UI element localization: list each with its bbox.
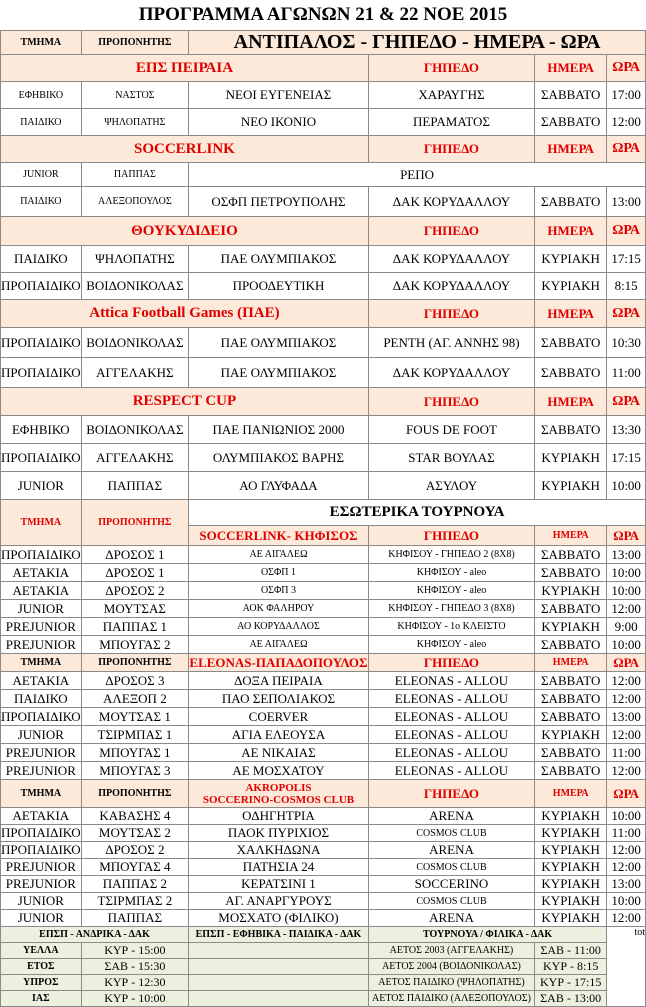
- footer-when: ΚΥΡ - 12:30: [81, 975, 188, 991]
- opponent-cell: ΟΔΗΓΗΤΡΙΑ: [189, 808, 369, 825]
- table-row: [1, 636, 646, 654]
- tmima-cell: ΠΡΟΠΑΙΔΙΚΟ: [1, 358, 82, 388]
- section-title: RESPECT CUP: [1, 388, 369, 416]
- footer-tour-team: ΑΕΤΟΣ 2004 (ΒΟΙΔΟΝΙΚΟΛΑΣ): [368, 959, 534, 975]
- day-cell: ΣΑΒΒΑΤΟ: [535, 187, 607, 217]
- opponent-cell: ΟΛΥΜΠΙΑΚΟΣ ΒΑΡΗΣ: [189, 444, 369, 472]
- ground-label: ΓΗΠΕΔΟ: [368, 300, 534, 328]
- tmima-cell: ΠΡΟΠΑΙΔΙΚΟ: [1, 825, 81, 840]
- day-cell: ΣΑΒΒΑΤΟ: [535, 546, 607, 564]
- tmima-cell: PREJUNIOR: [1, 762, 82, 780]
- ground-label: ΓΗΠΕΔΟ: [368, 217, 534, 246]
- table-row: [1, 708, 646, 726]
- ground-cell: ΚΗΦΙΣΟΥ - ΓΗΠΕΔΟ 3 (8Χ8): [368, 600, 534, 618]
- day-cell: ΚΥΡΙΑΚΗ: [535, 582, 607, 600]
- tmima-cell: JUNIOR: [1, 600, 82, 618]
- day-label: ΗΜΕΡΑ: [535, 780, 607, 808]
- ground-cell: SOCCERINO: [368, 876, 534, 893]
- opponent-cell: ΑΟ ΚΟΡΥΔΑΛΛΟΣ: [189, 618, 369, 636]
- coach-cell: ΜΟΥΤΣΑΣ: [81, 600, 188, 618]
- opponent-cell: ΜΟΣΧΑΤΟ (ΦΙΛΙΚΟ): [189, 910, 369, 927]
- day-cell: ΚΥΡΙΑΚΗ: [535, 825, 607, 842]
- ground-cell: ARENA: [368, 808, 534, 825]
- coach-cell: ΠΑΠΠΑΣ: [81, 910, 188, 927]
- coach-cell: ΔΡΟΣΟΣ 3: [81, 672, 188, 690]
- table-row: [1, 726, 646, 744]
- ground-cell: FOUS DE FOOT: [368, 416, 534, 444]
- footer-team: ΙΑΣ: [1, 991, 82, 1007]
- footer-row: [1, 975, 646, 991]
- footer-row: [1, 991, 646, 1007]
- opponent-cell: ΠΑΟΚ ΠΥΡΙΧΙΟΣ: [189, 825, 369, 842]
- ground-cell: ΚΗΦΙΣΟΥ - aleo: [368, 582, 534, 600]
- table-row: [1, 328, 646, 358]
- footer-team: ΥΠΡΟΣ: [1, 975, 82, 991]
- time-label: ΩΡΑ: [607, 526, 646, 546]
- tmima-cell: PREJUNIOR: [1, 876, 82, 893]
- col-header-tmima: ΤΜΗΜΑ: [1, 654, 82, 672]
- footer-heading-1: ΕΠΣΠ - ΑΝΔΡΙΚΑ - ΔΑΚ: [1, 927, 189, 943]
- ground-label: ΓΗΠΕΔΟ: [368, 526, 534, 546]
- time-cell: 10:00: [607, 636, 646, 654]
- footer-heading-3: ΤΟΥΡΝΟΥΑ / ΦΙΛΙΚΑ - ΔΑΚ: [368, 927, 606, 943]
- table-row: [1, 187, 646, 217]
- tmima-cell: ΠΑΙΔΙΚΟ: [1, 690, 82, 708]
- day-label: ΗΜΕΡΑ: [535, 136, 607, 163]
- footer-tour-team: ΑΕΤΟΣ 2003 (ΑΓΓΕΛΑΚΗΣ): [368, 943, 534, 959]
- day-cell: ΚΥΡΙΑΚΗ: [535, 910, 607, 927]
- footer-tour-when: ΚΥΡ - 8:15: [535, 959, 607, 975]
- table-row: [1, 672, 646, 690]
- ground-cell: ELEONAS - ALLOU: [368, 726, 534, 744]
- ground-label: ΓΗΠΕΔΟ: [368, 780, 534, 808]
- ground-label: ΓΗΠΕΔΟ: [368, 388, 534, 416]
- time-cell: 13:00: [607, 546, 646, 564]
- tmima-cell: ΕΦΗΒΙΚΟ: [1, 416, 82, 444]
- coach-cell: ΜΠΟΥΓΑΣ 1: [81, 744, 188, 762]
- tmima-cell: JUNIOR: [1, 726, 82, 744]
- opponent-cell: ΑΓ. ΑΝΑΡΓΥΡΟΥΣ: [189, 893, 369, 910]
- table-row: [1, 246, 646, 273]
- time-cell: 13:00: [607, 708, 646, 726]
- footer-row: [1, 943, 646, 959]
- tmima-cell: ΠΡΟΠΑΙΔΙΚΟ: [1, 546, 81, 562]
- opponent-cell: ΠΑΕ ΟΛΥΜΠΙΑΚΟΣ: [189, 328, 369, 358]
- day-cell: ΚΥΡΙΑΚΗ: [535, 618, 607, 636]
- group-title: ELEONAS-ΠΑΠΑΔΟΠΟΥΛΟΣ: [189, 654, 368, 670]
- ground-cell: ΧΑΡΑΥΓΗΣ: [368, 82, 534, 109]
- table-row: [1, 163, 646, 187]
- tmima-cell: JUNIOR: [1, 472, 82, 500]
- group-title-line1: AKROPOLIS: [245, 781, 312, 794]
- tmima-cell: PREJUNIOR: [1, 618, 82, 636]
- time-cell: 11:00: [607, 744, 646, 762]
- ground-cell: ΚΗΦΙΣΟΥ - aleo: [368, 564, 534, 582]
- page-title: ΠΡΟΓΡΑΜΜΑ ΑΓΩΝΩΝ 21 & 22 ΝΟΕ 2015: [138, 4, 508, 25]
- table-row: [1, 842, 646, 859]
- day-cell: ΣΑΒΒΑΤΟ: [535, 82, 607, 109]
- footer-when: ΚΥΡ - 15:00: [81, 943, 188, 959]
- footer-empty: [189, 959, 369, 975]
- tmima-cell: ΕΦΗΒΙΚΟ: [1, 82, 82, 109]
- ground-cell: ELEONAS - ALLOU: [368, 708, 534, 726]
- opponent-cell: ΠΑΕ ΟΛΥΜΠΙΑΚΟΣ: [189, 246, 369, 273]
- time-cell: 11:00: [607, 825, 646, 842]
- ground-cell: COSMOS CLUB: [368, 859, 534, 876]
- table-row: [1, 859, 646, 876]
- footer-team: ΕΤΟΣ: [1, 959, 82, 975]
- coach-cell: ΑΛΕΞΟΠ 2: [81, 690, 188, 708]
- day-cell: ΚΥΡΙΑΚΗ: [535, 472, 607, 500]
- opponent-cell: ΠΡΟΟΔΕΥΤΙΚΗ: [189, 273, 369, 300]
- tmima-cell: ΠΑΙΔΙΚΟ: [1, 187, 82, 217]
- footer-team: ΥΕΛΛΑ: [1, 943, 82, 959]
- time-cell: 12:00: [607, 726, 646, 744]
- tmima-cell: JUNIOR: [1, 910, 82, 927]
- tmima-cell: ΑΕΤΑΚΙΑ: [1, 564, 82, 582]
- opponent-cell: ΑΕ ΜΟΣΧΑΤΟΥ: [189, 762, 369, 780]
- time-cell: 17:00: [607, 82, 646, 109]
- footer-tour-team: ΑΕΤΟΣ ΠΑΙΔΙΚΟ (ΑΛΕΞΟΠΟΥΛΟΣ): [368, 991, 534, 1007]
- day-cell: ΣΑΒΒΑΤΟ: [535, 672, 607, 690]
- opponent-cell: ΠΑΕ ΠΑΝΙΩΝΙΟΣ 2000: [189, 416, 369, 444]
- day-cell: ΚΥΡΙΑΚΗ: [535, 808, 607, 825]
- table-row: [1, 618, 646, 636]
- group-title: SOCCERLINK- ΚΗΦΙΣΟΣ: [189, 526, 369, 546]
- day-cell: ΣΑΒΒΑΤΟ: [535, 328, 607, 358]
- ground-cell: COSMOS CLUB: [368, 825, 534, 842]
- opponent-cell: COERVER: [189, 708, 369, 726]
- footer-heading-2: ΕΠΣΠ - ΕΦΗΒΙΚΑ - ΠΑΙΔΙΚΑ - ΔΑΚ: [189, 927, 369, 943]
- coach-cell: ΒΟΙΔΟΝΙΚΟΛΑΣ: [81, 416, 188, 444]
- day-cell: ΚΥΡΙΑΚΗ: [535, 246, 607, 273]
- time-cell: 12:00: [607, 842, 646, 859]
- col-header-tmima: ΤΜΗΜΑ: [1, 31, 82, 55]
- section-title: SOCCERLINK: [1, 136, 369, 163]
- ground-cell: ΡΕΝΤΗ (ΑΓ. ΑΝΝΗΣ 98): [368, 328, 534, 358]
- footer-empty: [189, 943, 369, 959]
- ground-cell: ΔΑΚ ΚΟΡΥΔΑΛΛΟΥ: [368, 273, 534, 300]
- coach-cell: ΨΗΛΟΠΑΤΗΣ: [81, 246, 188, 273]
- coach-cell: ΝΑΣΤΟΣ: [81, 82, 188, 109]
- day-cell: ΚΥΡΙΑΚΗ: [535, 842, 607, 859]
- opponent-cell: ΑΕ ΝΙΚΑΙΑΣ: [189, 744, 369, 762]
- table-row: [1, 910, 646, 927]
- time-cell: 10:00: [607, 472, 646, 500]
- time-label: ΩΡΑ: [607, 300, 646, 328]
- footer-row: [1, 959, 646, 975]
- section-header: [1, 388, 646, 416]
- coach-cell: ΜΟΥΤΣΑΣ 1: [81, 708, 188, 726]
- footer-tour-team: ΑΕΤΟΣ ΠΑΙΔΙΚΟ (ΨΗΛΟΠΑΤΗΣ): [368, 975, 534, 991]
- opponent-cell: ΚΕΡΑΤΣΙΝΙ 1: [189, 876, 369, 893]
- section-title: ΘΟΥΚΥΔΙΔΕΙΟ: [1, 217, 369, 246]
- coach-cell: ΜΠΟΥΓΑΣ 4: [81, 859, 188, 876]
- coach-cell: ΔΡΟΣΟΣ 2: [81, 842, 188, 859]
- footer-empty: [189, 991, 369, 1007]
- opponent-cell: ΑΕ ΑΙΓΑΛΕΩ: [189, 546, 369, 564]
- coach-cell: ΜΠΟΥΓΑΣ 2: [81, 636, 188, 654]
- time-label: ΩΡΑ: [607, 654, 646, 672]
- ground-cell: ΑΣΥΛΟΥ: [368, 472, 534, 500]
- table-row: [1, 82, 646, 109]
- opponent-cell: ΠΑΤΗΣΙΑ 24: [189, 859, 369, 876]
- schedule-table: [0, 30, 646, 1007]
- coach-cell: ΠΑΠΠΑΣ: [81, 472, 188, 500]
- col-header-main: ΑΝΤΙΠΑΛΟΣ - ΓΗΠΕΔΟ - ΗΜΕΡΑ - ΩΡΑ: [189, 31, 646, 55]
- coach-cell: ΜΟΥΤΣΑΣ 2: [81, 825, 188, 842]
- coach-cell: ΑΓΓΕΛΑΚΗΣ: [81, 358, 188, 388]
- day-cell: ΚΥΡΙΑΚΗ: [535, 859, 607, 876]
- opponent-cell: ΑΟΚ ΦΑΛΗΡΟΥ: [189, 600, 369, 618]
- tmima-cell: JUNIOR: [1, 163, 82, 187]
- opponent-cell: ΠΑΕ ΟΛΥΜΠΙΑΚΟΣ: [189, 358, 369, 388]
- time-cell: 10:00: [607, 564, 646, 582]
- day-cell: ΣΑΒΒΑΤΟ: [535, 744, 607, 762]
- ground-label: ΓΗΠΕΔΟ: [368, 654, 534, 672]
- time-cell: 13:00: [607, 187, 646, 217]
- time-cell: 8:15: [607, 273, 646, 300]
- section-header: [1, 136, 646, 163]
- coach-cell: ΠΑΠΠΑΣ: [81, 163, 188, 187]
- tmima-cell: ΑΕΤΑΚΙΑ: [1, 582, 82, 600]
- ground-cell: ELEONAS - ALLOU: [368, 690, 534, 708]
- tmima-cell: ΠΡΟΠΑΙΔΙΚΟ: [1, 444, 82, 472]
- tmima-cell: ΠΡΟΠΑΙΔΙΚΟ: [1, 708, 81, 724]
- footer-when: ΣΑΒ - 15:30: [81, 959, 188, 975]
- time-cell: 12:00: [607, 672, 646, 690]
- day-cell: ΣΑΒΒΑΤΟ: [535, 416, 607, 444]
- coach-cell: ΤΣΙΡΜΠΑΣ 2: [81, 893, 188, 910]
- opponent-cell: ΧΑΛΚΗΔΩΝΑ: [189, 842, 369, 859]
- day-cell: ΣΑΒΒΑΤΟ: [535, 636, 607, 654]
- ground-cell: ΔΑΚ ΚΟΡΥΔΑΛΛΟΥ: [368, 246, 534, 273]
- coach-cell: ΒΟΙΔΟΝΙΚΟΛΑΣ: [81, 328, 188, 358]
- day-cell: ΣΑΒΒΑΤΟ: [535, 600, 607, 618]
- footer-extra: tot: [607, 927, 646, 1007]
- table-row: [1, 109, 646, 136]
- day-label: ΗΜΕΡΑ: [535, 217, 607, 246]
- ground-cell: ΔΑΚ ΚΟΡΥΔΑΛΛΟΥ: [368, 358, 534, 388]
- opponent-cell: ΑΟ ΓΛΥΦΑΔΑ: [189, 472, 369, 500]
- footer-tour-when: ΣΑΒ - 13:00: [535, 991, 607, 1007]
- day-cell: ΣΑΒΒΑΤΟ: [535, 690, 607, 708]
- ground-label: ΓΗΠΕΔΟ: [368, 136, 534, 163]
- coach-cell: ΔΡΟΣΟΣ 1: [81, 564, 188, 582]
- tmima-cell: ΠΡΟΠΑΙΔΙΚΟ: [1, 328, 82, 358]
- table-row: [1, 600, 646, 618]
- day-cell: ΚΥΡΙΑΚΗ: [535, 444, 607, 472]
- ground-cell: ELEONAS - ALLOU: [368, 672, 534, 690]
- col-header-tmima: ΤΜΗΜΑ: [1, 500, 82, 546]
- tmima-cell: PREJUNIOR: [1, 744, 82, 762]
- table-row: [1, 358, 646, 388]
- table-row: [1, 444, 646, 472]
- time-cell: 13:30: [607, 416, 646, 444]
- ground-cell: ELEONAS - ALLOU: [368, 744, 534, 762]
- table-row: [1, 876, 646, 893]
- ground-cell: ΚΗΦΙΣΟΥ - ΓΗΠΕΔΟ 2 (8Χ8): [368, 546, 534, 564]
- day-cell: ΚΥΡΙΑΚΗ: [535, 876, 607, 893]
- tmima-cell: ΑΕΤΑΚΙΑ: [1, 808, 82, 825]
- group-header: [1, 654, 646, 672]
- time-cell: 10:00: [607, 893, 646, 910]
- table-row: [1, 825, 646, 842]
- col-header-coach: ΠΡΟΠΟΝΗΤΗΣ: [81, 780, 188, 808]
- time-cell: 12:00: [607, 910, 646, 927]
- tmima-cell: ΠΑΙΔΙΚΟ: [1, 109, 82, 136]
- footer-empty: [189, 975, 369, 991]
- col-header-coach: ΠΡΟΠΟΝΗΤΗΣ: [81, 31, 188, 55]
- tmima-cell: ΠΡΟΠΑΙΔΙΚΟ: [1, 273, 82, 300]
- col-header-tmima: ΤΜΗΜΑ: [1, 780, 82, 808]
- day-label: ΗΜΕΡΑ: [535, 654, 607, 672]
- ground-label: ΓΗΠΕΔΟ: [368, 55, 534, 82]
- time-cell: 17:15: [607, 246, 646, 273]
- footer-when: ΚΥΡ - 10:00: [81, 991, 188, 1007]
- time-cell: 12:00: [607, 600, 646, 618]
- time-label: ΩΡΑ: [607, 55, 646, 82]
- day-cell: ΣΑΒΒΑΤΟ: [535, 358, 607, 388]
- ground-cell: ELEONAS - ALLOU: [368, 762, 534, 780]
- coach-cell: ΨΗΛΟΠΑΤΗΣ: [81, 109, 188, 136]
- footer-tour-when: ΣΑΒ - 11:00: [535, 943, 607, 959]
- time-cell: 9:00: [607, 618, 646, 636]
- opponent-cell: ΠΑΟ ΣΕΠΟΛΙΑΚΟΣ: [189, 690, 369, 708]
- table-row: [1, 582, 646, 600]
- header-row: [1, 31, 646, 55]
- table-row: [1, 472, 646, 500]
- ground-cell: ARENA: [368, 842, 534, 859]
- coach-cell: ΑΓΓΕΛΑΚΗΣ: [81, 444, 188, 472]
- time-cell: 12:00: [607, 859, 646, 876]
- table-row: [1, 273, 646, 300]
- coach-cell: ΠΑΠΠΑΣ 1: [81, 618, 188, 636]
- time-label: ΩΡΑ: [607, 388, 646, 416]
- rest-cell: ΡΕΠΟ: [189, 163, 646, 187]
- section-title: ΕΠΣ ΠΕΙΡΑΙΑ: [1, 55, 369, 82]
- internal-title: ΕΣΩΤΕΡΙΚΑ ΤΟΥΡΝΟΥΑ: [189, 500, 646, 526]
- table-row: [1, 546, 646, 564]
- opponent-cell: ΑΕ ΑΙΓΑΛΕΩ: [189, 636, 369, 654]
- table-row: [1, 762, 646, 780]
- opponent-cell: ΔΟΞΑ ΠΕΙΡΑΙΑ: [189, 672, 369, 690]
- ground-cell: ΠΕΡΑΜΑΤΟΣ: [368, 109, 534, 136]
- coach-cell: ΚΑΒΑΣΗΣ 4: [81, 808, 188, 825]
- table-row: [1, 416, 646, 444]
- time-label: ΩΡΑ: [607, 136, 646, 163]
- ground-cell: STAR ΒΟΥΛΑΣ: [368, 444, 534, 472]
- time-cell: 17:15: [607, 444, 646, 472]
- coach-cell: ΔΡΟΣΟΣ 2: [81, 582, 188, 600]
- table-row: [1, 690, 646, 708]
- tmima-cell: JUNIOR: [1, 893, 82, 910]
- opponent-cell: ΟΣΦΠ ΠΕΤΡΟΥΠΟΛΗΣ: [189, 187, 369, 217]
- internal-header-row: [1, 500, 646, 526]
- opponent-cell: ΟΣΦΠ 1: [189, 564, 369, 582]
- day-label: ΗΜΕΡΑ: [535, 300, 607, 328]
- section-header: [1, 300, 646, 328]
- ground-cell: ARENA: [368, 910, 534, 927]
- time-cell: 13:00: [607, 876, 646, 893]
- table-row: [1, 808, 646, 825]
- table-row: [1, 893, 646, 910]
- day-cell: ΚΥΡΙΑΚΗ: [535, 726, 607, 744]
- time-cell: 12:00: [607, 762, 646, 780]
- day-cell: ΚΥΡΙΑΚΗ: [535, 893, 607, 910]
- day-cell: ΣΑΒΒΑΤΟ: [535, 564, 607, 582]
- ground-cell: ΔΑΚ ΚΟΡΥΔΑΛΛΟΥ: [368, 187, 534, 217]
- day-label: ΗΜΕΡΑ: [535, 526, 607, 546]
- coach-cell: ΑΛΕΞΟΠΟΥΛΟΣ: [81, 187, 188, 217]
- col-header-coach: ΠΡΟΠΟΝΗΤΗΣ: [81, 654, 188, 672]
- day-label: ΗΜΕΡΑ: [535, 55, 607, 82]
- section-header: [1, 55, 646, 82]
- group-header: [1, 780, 646, 808]
- time-cell: 12:00: [607, 690, 646, 708]
- group-title-line2: SOCCERINO-COSMOS CLUB: [202, 793, 355, 806]
- time-cell: 11:00: [607, 358, 646, 388]
- table-row: [1, 564, 646, 582]
- section-title: Attica Football Games (ΠΑΕ): [1, 300, 369, 328]
- opponent-cell: ΝΕΟΙ ΕΥΓΕΝΕΙΑΣ: [189, 82, 369, 109]
- coach-cell: ΒΟΙΔΟΝΙΚΟΛΑΣ: [81, 273, 188, 300]
- coach-cell: ΠΑΠΠΑΣ 2: [81, 876, 188, 893]
- tmima-cell: ΠΡΟΠΑΙΔΙΚΟ: [1, 842, 81, 857]
- ground-cell: ΚΗΦΙΣΟΥ - aleo: [368, 636, 534, 654]
- coach-cell: ΜΠΟΥΓΑΣ 3: [81, 762, 188, 780]
- day-cell: ΣΑΒΒΑΤΟ: [535, 762, 607, 780]
- coach-cell: ΤΣΙΡΜΠΑΣ 1: [81, 726, 188, 744]
- group-title: [189, 780, 369, 808]
- col-header-coach: ΠΡΟΠΟΝΗΤΗΣ: [81, 500, 188, 546]
- opponent-cell: ΑΓΙΑ ΕΛΕΟΥΣΑ: [189, 726, 369, 744]
- time-cell: 10:00: [607, 808, 646, 825]
- tmima-cell: ΑΕΤΑΚΙΑ: [1, 672, 82, 690]
- ground-cell: ΚΗΦΙΣΟΥ - 1ο ΚΛΕΙΣΤΟ: [368, 618, 534, 636]
- footer-header-row: [1, 927, 646, 943]
- tmima-cell: PREJUNIOR: [1, 859, 82, 876]
- time-cell: 10:30: [607, 328, 646, 358]
- time-cell: 10:00: [607, 582, 646, 600]
- day-cell: ΣΑΒΒΑΤΟ: [535, 109, 607, 136]
- coach-cell: ΔΡΟΣΟΣ 1: [81, 546, 188, 564]
- opponent-cell: ΟΣΦΠ 3: [189, 582, 369, 600]
- ground-cell: COSMOS CLUB: [368, 893, 534, 910]
- time-cell: 12:00: [607, 109, 646, 136]
- tmima-cell: PREJUNIOR: [1, 636, 82, 654]
- time-label: ΩΡΑ: [607, 217, 646, 246]
- day-cell: ΚΥΡΙΑΚΗ: [535, 273, 607, 300]
- table-row: [1, 744, 646, 762]
- opponent-cell: ΝΕΟ ΙΚΟΝΙΟ: [189, 109, 369, 136]
- day-label: ΗΜΕΡΑ: [535, 388, 607, 416]
- footer-tour-when: ΚΥΡ - 17:15: [535, 975, 607, 991]
- day-cell: ΣΑΒΒΑΤΟ: [535, 708, 607, 726]
- section-header: [1, 217, 646, 246]
- tmima-cell: ΠΑΙΔΙΚΟ: [1, 246, 82, 273]
- time-label: ΩΡΑ: [607, 780, 646, 808]
